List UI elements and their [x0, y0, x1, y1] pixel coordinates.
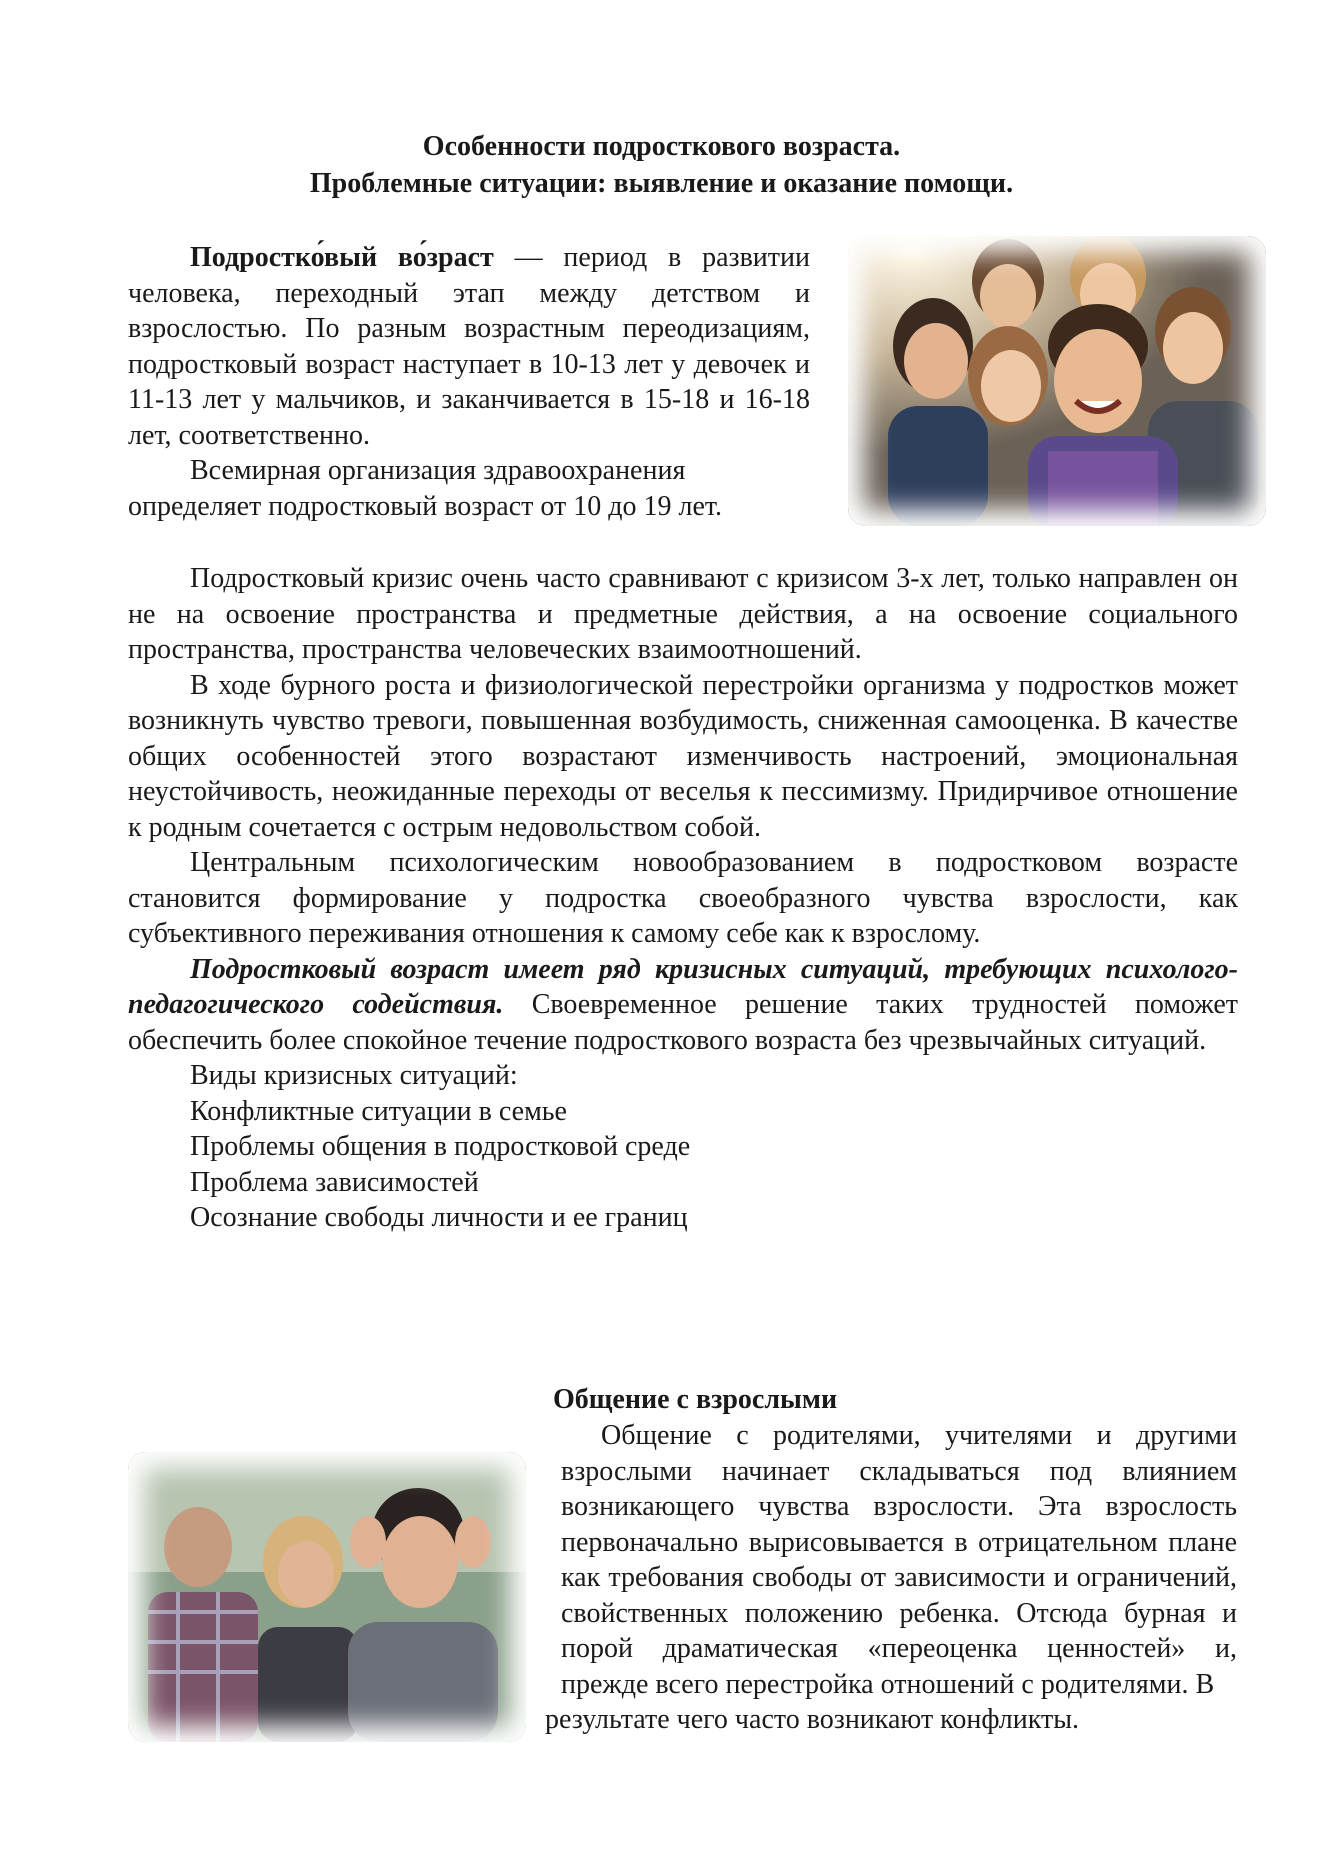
adults-last-line: результате чего часто возникают конфликты.	[545, 1704, 1080, 1735]
term-heading: Подростко́вый во́зраст	[190, 242, 494, 273]
crisis-type-item: Проблемы общения в подростковой среде	[190, 1131, 691, 1162]
title-line-1: Особенности подросткового возраста.	[422, 131, 901, 162]
crisis-type-item: Конфликтные ситуации в семье	[190, 1095, 567, 1127]
crisis-paragraph: Подростковый кризис очень часто сравнивают с кризисом 3-х лет, только направлен он не на освоение пространства и предметные действия, а на освоение социального пространства, пространства человеческих взаимоотношений.	[128, 563, 1238, 665]
family-conflict-photo	[128, 1452, 526, 1742]
central-paragraph: Центральным психологическим новообразованием в подростковом возрасте становится формирование у подростка своеобразного чувства взрослости, как субъективного переживания отношения к самому себе как к взрослому.	[128, 847, 1238, 949]
title-line-2: Проблемные ситуации: выявление и оказание помощи.	[309, 168, 1014, 199]
emphasis-rest: Своевременное решение таких трудностей поможет обеспечить более спокойное течение подросткового возраста без чрезвычайных ситуаций.	[128, 989, 1238, 1056]
growth-paragraph: В ходе бурного роста и физиологической перестройки организма у подростков может возникнуть чувство тревоги, повышенная возбудимость, сниженная самооценка. В качестве общих особенностей этого возрастают изменчивость настроений, эмоциональная неустойчивость, неожиданные переходы от веселья к пессимизму. Придирчивое отношение к родным сочетается с острым недовольством собой.	[128, 669, 1238, 843]
document-title	[0, 128, 1323, 202]
adults-heading: Общение с взрослыми	[553, 1384, 838, 1415]
intro-block	[128, 240, 810, 524]
body-block	[128, 561, 1238, 1236]
crisis-type-item: Осознание свободы личности и ее границ	[190, 1202, 688, 1233]
emphasis-text: Подростковый возраст имеет ряд кризисных ситуаций, требующих психолого-педагогического содействия.	[128, 953, 1238, 1020]
who-paragraph: Всемирная организация здравоохранения определяет подростковый возраст от 10 до 19 лет.	[128, 455, 723, 522]
adults-paragraph: Общение с родителями, учителями и другими взрослыми начинает складываться под влиянием возникающего чувства взрослости. Эта взрослость первоначально вырисовывается в отрицательном плане как требования свободы от зависимости и ограничений, свойственных положению ребенка. Отсюда бурная и порой драматическая «переоценка ценностей» и, прежде всего перестройка отношений с родителями. В	[561, 1420, 1237, 1700]
term-definition: — период в развитии человека, переходный этап между детством и взрослостью. По разным возрастным переодизациям, подростковый возраст наступает в 10-13 лет у девочек и 11-13 лет у мальчиков, и заканчивается в 15-18 и 16-18 лет, соответственно.	[128, 242, 810, 451]
teens-selfie-photo	[848, 236, 1266, 526]
intro-paragraph	[128, 240, 810, 453]
crisis-types-heading: Виды кризисных ситуаций:	[190, 1060, 518, 1091]
emphasis-paragraph	[128, 952, 1238, 1059]
adults-text-block	[561, 1418, 1237, 1702]
crisis-type-item: Проблема зависимостей	[190, 1166, 479, 1198]
